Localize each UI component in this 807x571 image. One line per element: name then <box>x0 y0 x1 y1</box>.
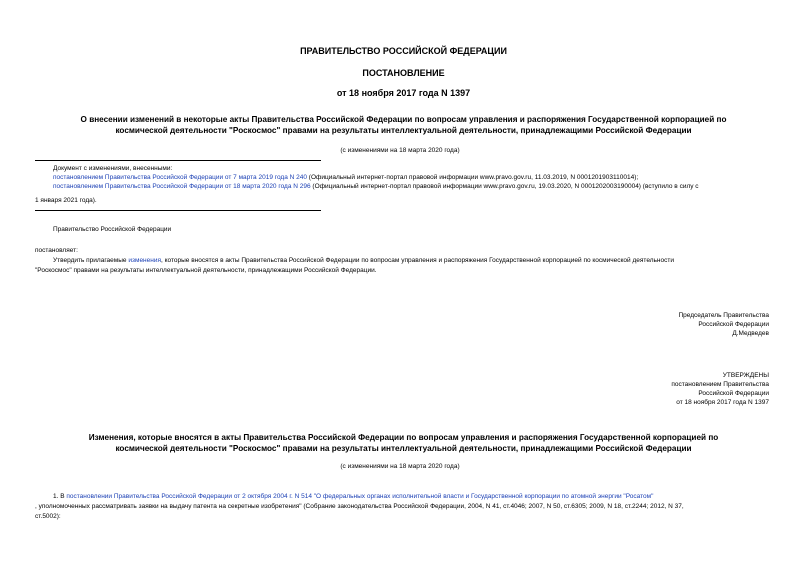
signature-position: Председатель Правительства <box>678 312 769 319</box>
approved-org: Российской Федерации <box>698 390 769 397</box>
approve-changes-link[interactable]: изменения <box>128 257 161 264</box>
approve-suffix: , которые вносятся в акты Правительства Российской Федерации по вопросам управления и распоряжения Государственной корпорацией по космической деятельности <box>161 257 674 264</box>
change-link-1[interactable]: постановлением Правительства Российской Федерации от 7 марта 2019 года N 240 <box>53 174 307 181</box>
approved-block <box>671 371 769 407</box>
divider-top <box>35 160 321 161</box>
approved-by: постановлением Правительства <box>671 381 769 388</box>
change-link-2[interactable]: постановлением Правительства Российской Федерации от 18 марта 2020 года N 296 <box>53 183 311 190</box>
item-1-prefix: 1. В <box>53 493 67 500</box>
document-date-number: от 18 ноября 2017 года N 1397 <box>336 88 471 98</box>
signature-name: Д.Медведев <box>732 330 769 337</box>
change-item-2 <box>53 182 773 191</box>
document-type: ПОСТАНОВЛЕНИЕ <box>362 68 445 78</box>
decides-label: постановляет: <box>35 247 78 254</box>
change-item-1 <box>53 173 773 182</box>
signature-block <box>678 311 769 338</box>
government-label: Правительство Российской Федерации <box>53 226 172 233</box>
approved-date: от 18 ноября 2017 года N 1397 <box>676 399 769 406</box>
changes-revision-note: (с изменениями на 18 марта 2020 года) <box>340 463 460 470</box>
changes-title-line-1: Изменения, которые вносятся в акты Правительства Российской Федерации по вопросам управления и распоряжения Государственной корпорацией по <box>88 433 719 442</box>
signature-org: Российской Федерации <box>698 321 769 328</box>
government-heading: ПРАВИТЕЛЬСТВО РОССИЙСКОЙ ФЕДЕРАЦИИ <box>300 46 507 56</box>
document-title-line-2: космической деятельности "Роскосмос" правами на результаты интеллектуальной деятельности, принадлежащими Российской Федерации <box>115 125 692 135</box>
change-item-1-text: (Официальный интернет-портал правовой информации www.pravo.gov.ru, 11.03.2019, N 0001201903110014); <box>307 174 639 181</box>
item-1 <box>53 492 769 501</box>
changes-title-line-2: космической деятельности "Роскосмос" правами на результаты интеллектуальной деятельности, принадлежащими Российской Федерации <box>115 443 692 453</box>
approve-prefix: Утвердить прилагаемые <box>53 257 129 264</box>
item-1-line-3: ст.5002): <box>35 513 61 520</box>
item-1-line-2: , уполномоченных рассматривать заявки на выдачу патента на секретные изобретения" (Собрание законодательства Российской Федерации, 2004, N 41, ст.4046; 2007, N 50, ст.6305; 2009, N 18, ст.2244; 2012, N 37, <box>35 503 684 510</box>
change-item-2-text: (Официальный интернет-портал правовой информации www.pravo.gov.ru, 19.03.2020, N 0001202003190004) (вступило в силу с <box>310 183 699 190</box>
item-1-link[interactable]: постановлении Правительства Российской Федерации от 2 октября 2004 г. N 514 "О федеральных органах исполнительной власти и Государственной корпорации по атомной энергии "Росатом" <box>66 493 654 500</box>
changes-intro: Документ с изменениями, внесенными: <box>53 165 173 172</box>
approve-paragraph-cont: "Роскосмос" правами на результаты интеллектуальной деятельности, принадлежащими Российской Федерации. <box>35 267 377 274</box>
change-item-2-cont: 1 января 2021 года). <box>35 197 97 204</box>
document-title-line-1: О внесении изменений в некоторые акты Правительства Российской Федерации по вопросам управления и распоряжения Государственной корпорацией по <box>80 115 727 124</box>
approved-label: УТВЕРЖДЕНЫ <box>722 372 769 379</box>
changes-title <box>0 433 807 454</box>
revision-note: (с изменениями на 18 марта 2020 года) <box>340 147 460 154</box>
changes-block <box>53 164 773 191</box>
document-title <box>0 115 807 136</box>
divider-bottom <box>35 210 321 211</box>
approve-paragraph <box>53 256 769 265</box>
